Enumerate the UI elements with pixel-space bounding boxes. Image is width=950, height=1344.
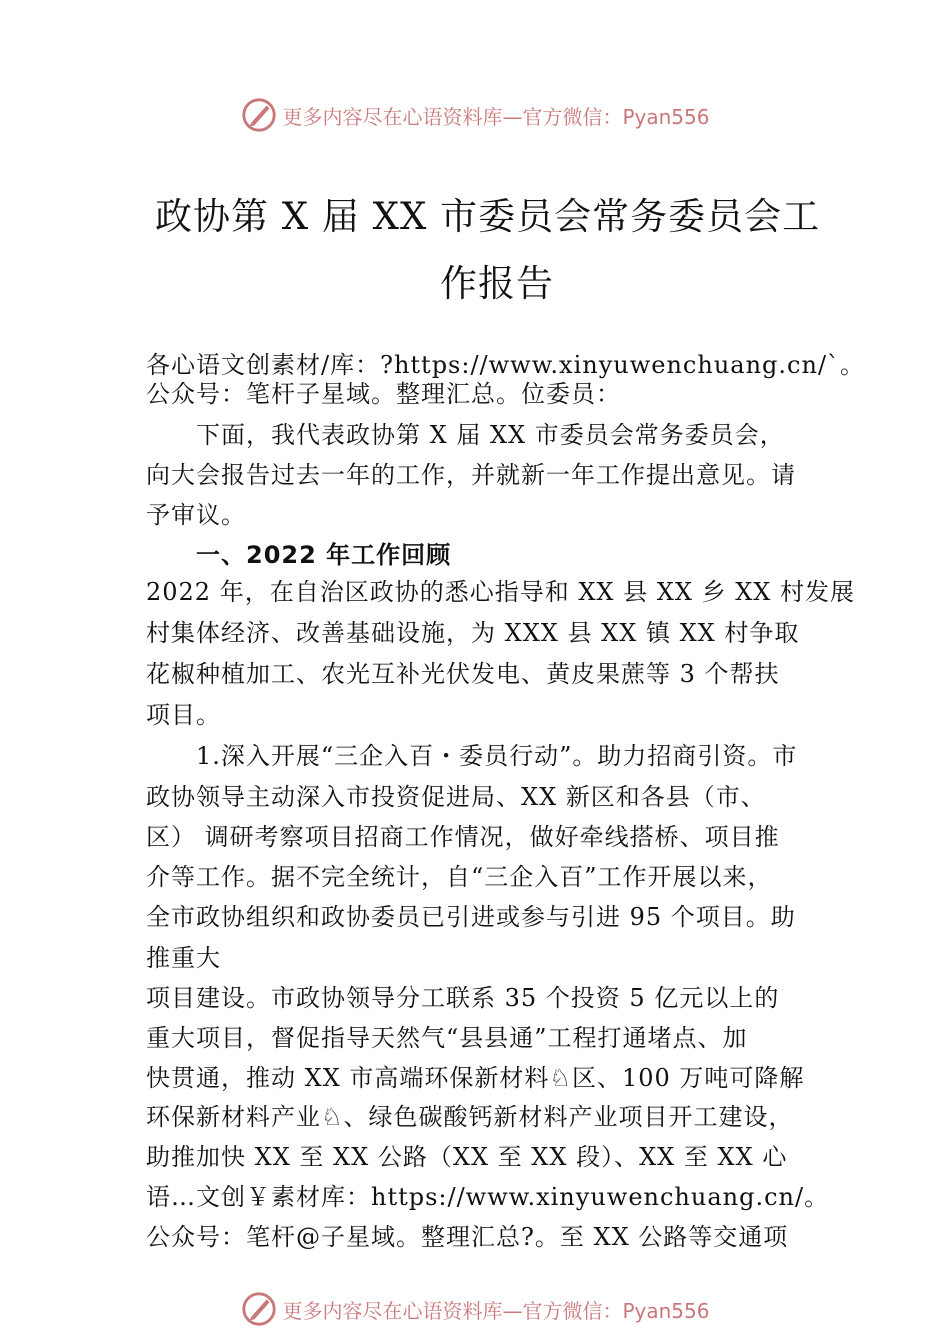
body-line: 下面，我代表政协第 X 届 XX 市委员会常务委员会， bbox=[146, 421, 785, 449]
pen-logo-icon bbox=[240, 96, 278, 134]
body-line: 花椒种植加工、农光互补光伏发电、黄皮果蔗等 3 个帮扶 bbox=[146, 660, 780, 688]
body-line: 助推加快 XX 至 XX 公路（XX 至 XX 段）、XX 至 XX 心 bbox=[146, 1143, 788, 1171]
body-line: 重大项目，督促指导天然气“县县通”工程打通堵点、加 bbox=[146, 1024, 748, 1052]
body-line: 予审议。 bbox=[146, 501, 246, 529]
body-line: 2022 年，在自治区政协的悉心指导和 XX 县 XX 乡 XX 村发展 bbox=[146, 578, 855, 606]
body-line: 项目建设。市政协领导分工联系 35 个投资 5 亿元以上的 bbox=[146, 984, 780, 1012]
body-line: 推重大 bbox=[146, 944, 221, 972]
body-line: 1.深入开展“三企入百・委员行动”。助力招商引资。市 bbox=[146, 742, 798, 770]
body-line: 项目。 bbox=[146, 701, 221, 729]
body-line: 向大会报告过去一年的工作，并就新一年工作提出意见。请 bbox=[146, 461, 796, 489]
banner-text: 更多内容尽在心语资料库—官方微信：Pyan556 bbox=[282, 104, 710, 129]
header-banner bbox=[0, 93, 950, 137]
body-line: 全市政协组织和政协委员已引进或参与引进 95 个项目。助 bbox=[146, 903, 796, 931]
body-line: 语…文创￥素材库：https://www.xinyuwenchuang.cn/。 bbox=[146, 1183, 830, 1211]
body-line: 公众号：笔杆子星域。整理汇总。位委员： bbox=[146, 380, 621, 408]
body-line: 区） 调研考察项目招商工作情况，做好牵线搭桥、项目推 bbox=[146, 823, 780, 851]
body-line: 政协领导主动深入市投资促进局、XX 新区和各县（市、 bbox=[146, 783, 766, 811]
body-line: 快贯通，推动 XX 市高端环保新材料♘区、100 万吨可降解 bbox=[146, 1064, 805, 1092]
document-title-line-2: 作报告 bbox=[440, 262, 554, 305]
body-line: 村集体经济、改善基础设施，为 XXX 县 XX 镇 XX 村争取 bbox=[146, 619, 800, 647]
pen-logo-icon bbox=[240, 1290, 278, 1328]
section-heading: 一、2022 年工作回顾 bbox=[146, 541, 452, 569]
body-line: 环保新材料产业♘、绿色碳酸钙新材料产业项目开工建设， bbox=[146, 1103, 794, 1131]
body-line: 介等工作。据不完全统计，自“三企入百”工作开展以来， bbox=[146, 863, 773, 891]
body-line: 各心语文创素材/库：?https://www.xinyuwenchuang.cn/`。 bbox=[146, 351, 866, 379]
footer-banner bbox=[0, 1287, 950, 1331]
banner-text: 更多内容尽在心语资料库—官方微信：Pyan556 bbox=[282, 1298, 710, 1323]
document-title-line-1: 政协第 X 届 XX 市委员会常务委员会工 bbox=[155, 195, 821, 238]
body-line: 公众号：笔杆@子星域。整理汇总?。至 XX 公路等交通项 bbox=[146, 1223, 789, 1251]
